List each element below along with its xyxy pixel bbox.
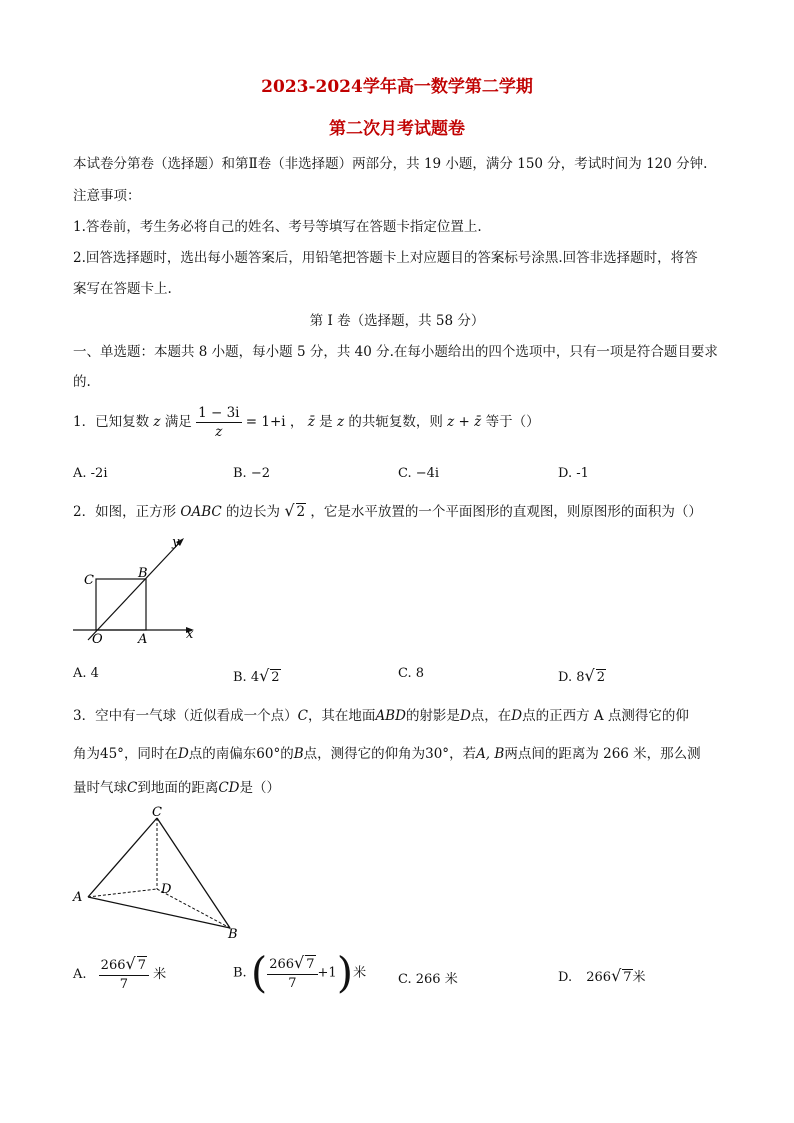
label-o: O	[92, 632, 103, 647]
q3-option-c: C. 266 米	[398, 972, 458, 987]
q1-tail: 等于（）	[485, 414, 540, 430]
edge-cb	[157, 818, 230, 928]
section-heading: 第 I 卷（选择题，共 58 分）	[309, 313, 485, 329]
q2-option-d: D. 8√ 2	[558, 666, 605, 685]
intro-line: 本试卷分第卷（选择题）和第Ⅱ卷（非选择题）两部分，共 19 小题，满分 150 分，考试时间为 120 分钟.	[73, 156, 708, 172]
q1-fraction	[196, 404, 241, 441]
question-1	[73, 404, 540, 441]
note-2a: 2.回答选择题时，选出每小题答案后，用铅笔把答题卡上对应题目的答案标号涂黑.回答非选择题时，将答	[73, 250, 698, 266]
question-2: 2．如图，正方形 OABC 的边长为 √ 2 ，它是水平放置的一个平面图形的直观图，则原图形的面积为（）	[73, 501, 702, 520]
q2-stem-b: 的边长为	[226, 504, 281, 520]
q1-comma: ，	[289, 414, 304, 430]
label-a: A	[138, 632, 148, 647]
label-b: B	[138, 566, 148, 581]
q1-satisfy: 满足	[164, 414, 192, 430]
edge-ad	[88, 889, 157, 897]
label-c: C	[84, 573, 94, 588]
q1-expr: z + z̄	[447, 414, 482, 430]
y-axis	[88, 540, 182, 640]
label-b: B	[228, 927, 238, 942]
q1-z2: z	[336, 414, 345, 430]
label-x: x	[186, 627, 194, 642]
q1-conj: 的共轭复数，则	[348, 414, 443, 430]
section-desc-b: 的.	[73, 374, 91, 390]
q2-stem-a: 2．如图，正方形	[73, 504, 177, 520]
label-a: A	[73, 890, 83, 905]
note-1: 1.答卷前，考生务必将自己的姓名、考号等填写在答题卡指定位置上.	[73, 219, 482, 235]
q1-prefix: 1．已知复数	[73, 414, 150, 430]
notice-title: 注意事项：	[73, 188, 141, 204]
q1-option-c: C. −4i	[398, 466, 440, 481]
q1-z: z	[153, 414, 161, 430]
q1-frac-num: 1 − 3i	[198, 405, 240, 421]
edge-ab	[88, 897, 230, 928]
q2-oabc: OABC	[180, 504, 222, 520]
q2-option-b: B. 4√ 2	[233, 666, 280, 685]
edge-ac	[88, 818, 157, 897]
question-3-line3: 量时气球C到地面的距离CD是（）	[73, 780, 280, 796]
question-3-line1: 3．空中有一气球（近似看成一个点）C，其在地面ABD的射影是D点，在D点的正西方 A 点测得它的仰	[73, 708, 689, 724]
q3-figure	[68, 800, 248, 945]
q2-option-a: A. 4	[73, 666, 99, 681]
q1-is: 是	[319, 414, 333, 430]
label-d: D	[161, 882, 172, 897]
q1-zbar: z̄	[307, 414, 315, 430]
q3-option-b: B. ( $\frac{266√ 7}{7}$ +1)米	[233, 948, 367, 997]
q1-option-d: D. -1	[558, 466, 589, 481]
note-2b: 案写在答题卡上.	[73, 281, 172, 297]
q1-option-a: A. -2i	[73, 466, 108, 481]
label-c: C	[152, 805, 162, 820]
q2-option-c: C. 8	[398, 666, 425, 681]
q1-frac-den: z	[215, 424, 223, 440]
q3-option-d: D. 266√ 7米	[558, 966, 646, 985]
exam-subtitle: 第二次月考试题卷	[329, 119, 465, 139]
exam-title: 2023-2024学年高一数学第二学期	[261, 77, 533, 97]
label-y: y	[172, 535, 180, 550]
q3-option-a: A. $\frac{266√ 7}{7}$ 米	[73, 954, 167, 992]
q2-figure	[68, 532, 208, 650]
question-3-line2: 角为45°，同时在D点的南偏东60°的B点，测得它的仰角为30°，若A, B两点间的距离为 266 米，那么测	[73, 746, 701, 762]
q2-stem-c: ，它是水平放置的一个平面图形的直观图，则原图形的面积为（）	[310, 504, 702, 520]
q1-option-b: B. −2	[233, 466, 270, 481]
section-desc-a: 一、单选题：本题共 8 小题，每小题 5 分，共 40 分.在每小题给出的四个选项中，只有一项是符合题目要求	[73, 344, 718, 360]
q2-sqrt: 2	[296, 504, 306, 520]
q1-eq: = 1+i	[245, 414, 286, 430]
